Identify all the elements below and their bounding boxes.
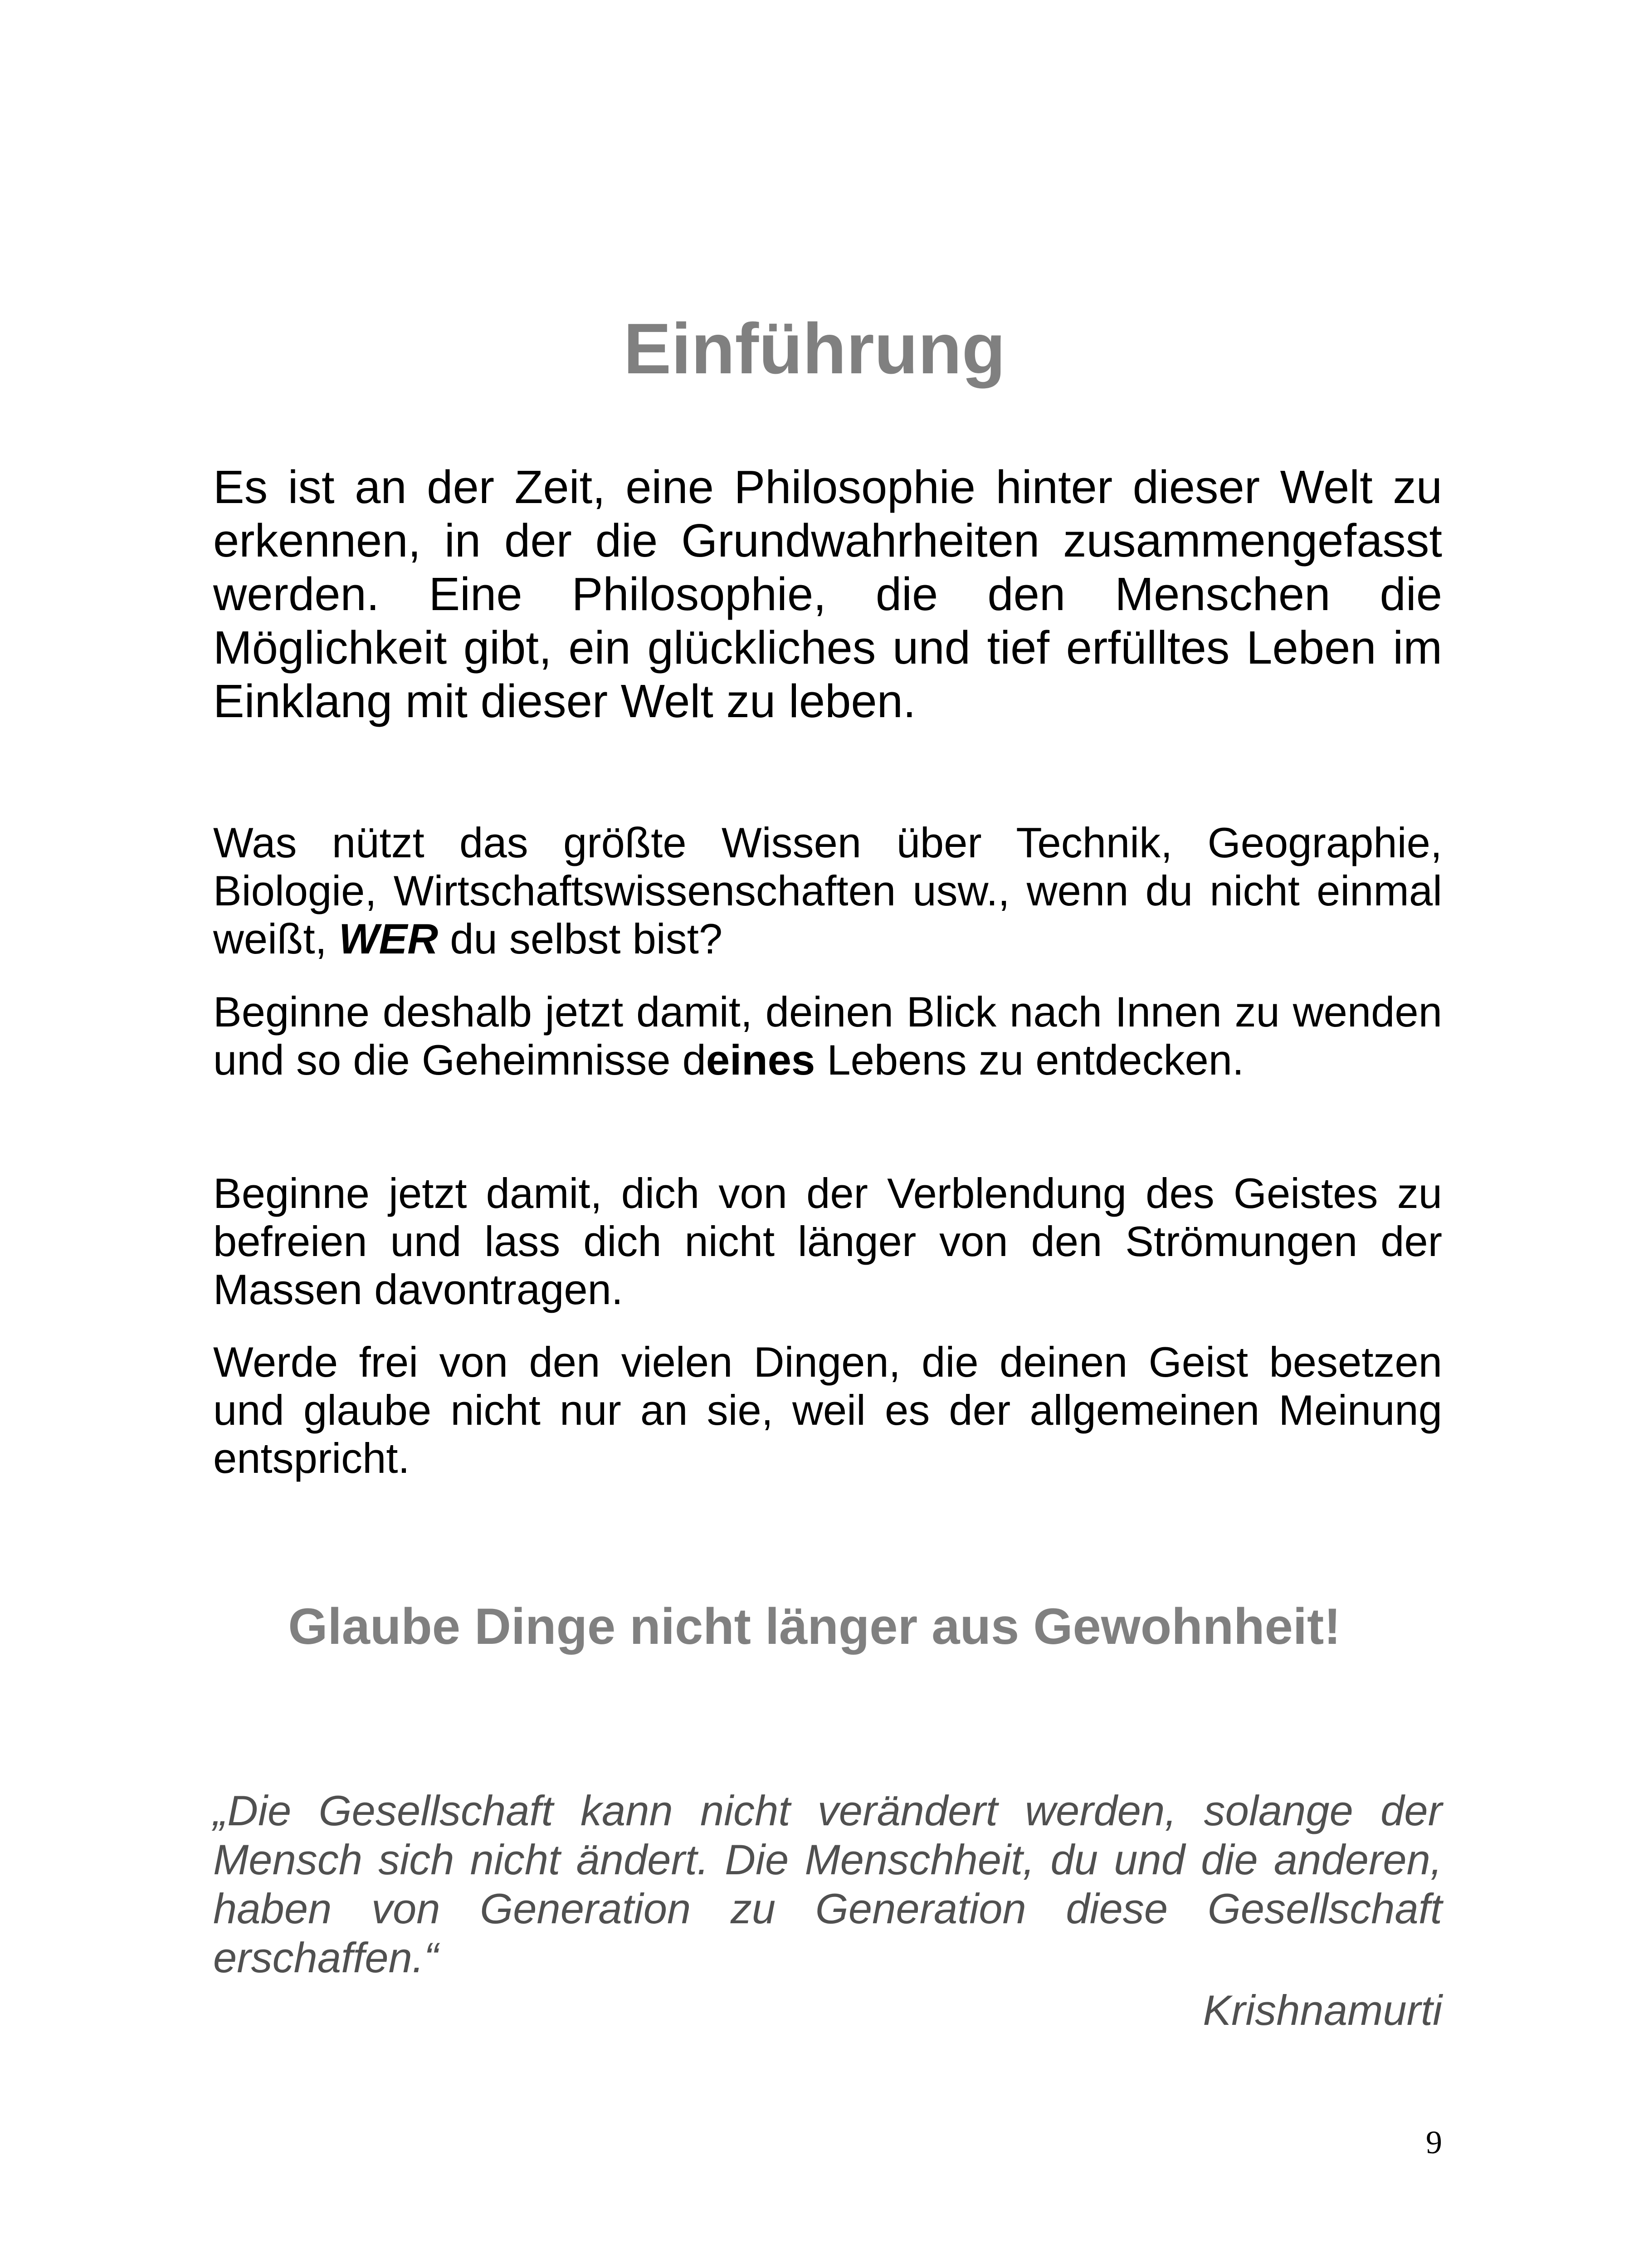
sub-heading: Glaube Dinge nicht länger aus Gewohnheit! <box>288 1598 1341 1655</box>
paragraph-inner-view <box>213 988 1442 1084</box>
paragraph-free-mind: Beginne jetzt damit, dich von der Verblendung des Geistes zu befreien und lass dich nicht länger von den Strömungen der Massen davontragen. <box>213 1169 1442 1313</box>
emphasis-eines: eines <box>706 1036 815 1084</box>
quote-author: Krishnamurti <box>1203 1986 1442 2034</box>
emphasis-wer: WER <box>338 915 439 963</box>
paragraph-knowledge-text: Was nützt das größte Wissen über Technik, Geographie, Biologie, Wirtschaftswissenschaften usw., wenn du nicht einmal weißt, <box>213 819 1442 963</box>
intro-paragraph: Es ist an der Zeit, eine Philosophie hinter dieser Welt zu erkennen, in der die Grundwahrheiten zusammengefasst werden. Eine Philosophie, die den Menschen die Möglichkeit gibt, ein glückliches und tief erfülltes Leben im Einklang mit dieser Welt zu leben. <box>213 461 1442 727</box>
paragraph-inner-view-end: Lebens zu entdecken. <box>815 1036 1244 1084</box>
page-number: 9 <box>1426 2124 1442 2160</box>
paragraph-inner-view-text: Beginne deshalb jetzt damit, deinen Blick nach Innen zu wenden und so die Geheimnisse d <box>213 988 1442 1084</box>
paragraph-knowledge <box>213 819 1442 963</box>
paragraph-free-things: Werde frei von den vielen Dingen, die deinen Geist besetzen und glaube nicht nur an sie, weil es der allgemeinen Meinung entspricht. <box>213 1338 1442 1482</box>
quote-text: „Die Gesellschaft kann nicht verändert werden, solange der Mensch sich nicht ändert. Die Menschheit, du und die anderen, haben von Generation zu Generation diese Gesellschaft erschaffen.“ <box>213 1787 1442 1981</box>
page-title: Einführung <box>623 309 1006 389</box>
paragraph-knowledge-end: du selbst bist? <box>438 915 723 963</box>
